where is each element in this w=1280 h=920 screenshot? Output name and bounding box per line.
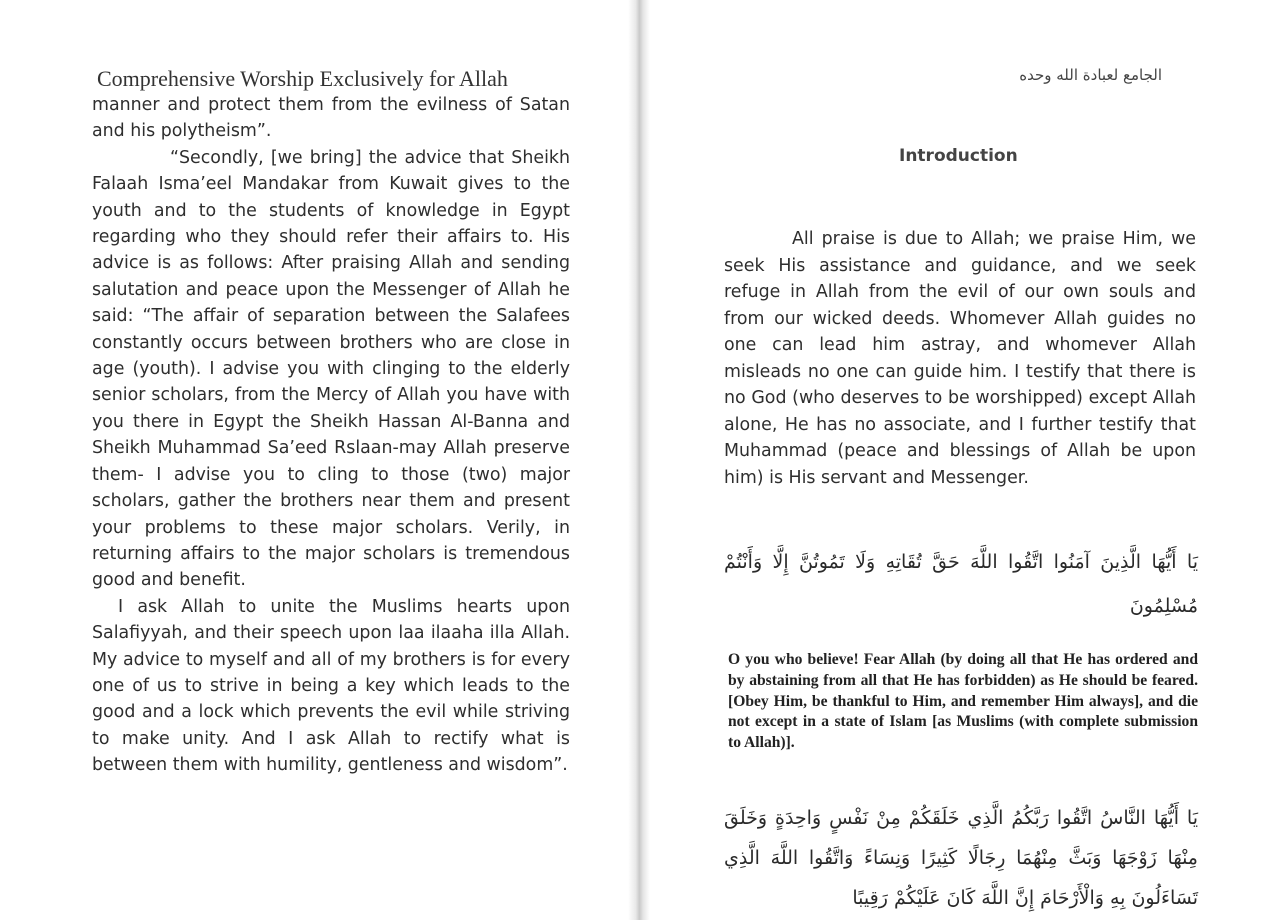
paragraph: I ask Allah to unite the Muslims hearts upon Salafiyyah, and their speech upon laa ilaaha illa Allah. My advice to myself and all of my brothers is for every one of us to strive in being a key which leads to the good and a lock which prevents the evil while striving to make unity. And I ask Allah to rectify what is between them with humility, gentleness and wisdom”. bbox=[92, 596, 570, 776]
introduction-text bbox=[724, 226, 1196, 491]
section-title: Introduction bbox=[899, 146, 1018, 166]
paragraph: “Secondly, [we bring] the advice that Sheikh Falaah Isma’eel Mandakar from Kuwait gives to the youth and to the students of knowledge in Egypt regarding who they should refer their affairs to. His advice is as follows: After praising Allah and sending salutation and peace upon the Messenger of Allah he said: “The affair of separation between the Salafees constantly occurs between brothers who are close in age (youth). I advise you with clinging to the elderly senior scholars, from the Mercy of Allah you have with you there in Egypt the Sheikh Hassan Al-Banna and Sheikh Muhammad Sa’eed Rslaan-may Allah preserve them- I advise you to cling to those (two) major scholars, gather the brothers near them and present your problems to these major scholars. Verily, in returning affairs to the major scholars is tremendous good and benefit. bbox=[92, 147, 570, 591]
left-body-text bbox=[92, 92, 570, 779]
verse-translation: O you who believe! Fear Allah (by doing all that He has ordered and by abstaining from all that He has forbidden) as He should be feared. [Obey Him, be thankful to Him, and remember Him always], and die not except in a state of Islam [as Muslims (with complete submission to Allah)]. bbox=[728, 651, 1198, 752]
quran-verse-arabic: يَا أَيُّهَا النَّاسُ اتَّقُوا رَبَّكُمُ الَّذِي خَلَقَكُمْ مِنْ نَفْسٍ وَاحِدَةٍ وَخَلَقَ مِنْهَا زَوْجَهَا وَبَثَّ مِنْهُمَا رِجَالًا كَثِيرًا وَنِسَاءً وَاتَّقُوا اللَّهَ الَّذِي تَسَاءَلُونَ بِهِ وَالْأَرْحَامَ إِنَّ اللَّهَ كَانَ عَلَيْكُمْ رَقِيبًا bbox=[724, 807, 1198, 909]
paragraph: manner and protect them from the evilness of Satan and his polytheism”. bbox=[92, 95, 570, 142]
paragraph: All praise is due to Allah; we praise Him, we seek His assistance and guidance, and we seek refuge in Allah from the evil of our own souls and from our wicked deeds. Whomever Allah guides no one can lead him astray, and whomever Allah misleads no one can guide him. I testify that there is no God (who deserves to be worshipped) except Allah alone, He has no associate, and I further testify that Muhammad (peace and blessings of Allah be upon him) is His servant and Messenger. bbox=[724, 229, 1196, 488]
left-page bbox=[0, 0, 636, 920]
running-header-right: الجامع لعبادة الله وحده bbox=[1019, 66, 1162, 84]
running-header-left: Comprehensive Worship Exclusively for Allah bbox=[97, 66, 508, 91]
book-gutter bbox=[628, 0, 650, 920]
quran-verse-arabic: يَا أَيُّهَا الَّذِينَ آمَنُوا اتَّقُوا اللَّهَ حَقَّ تُقَاتِهِ وَلَا تَمُوتُنَّ إِلَّا وَأَنْتُمْ مُسْلِمُونَ bbox=[724, 551, 1198, 617]
